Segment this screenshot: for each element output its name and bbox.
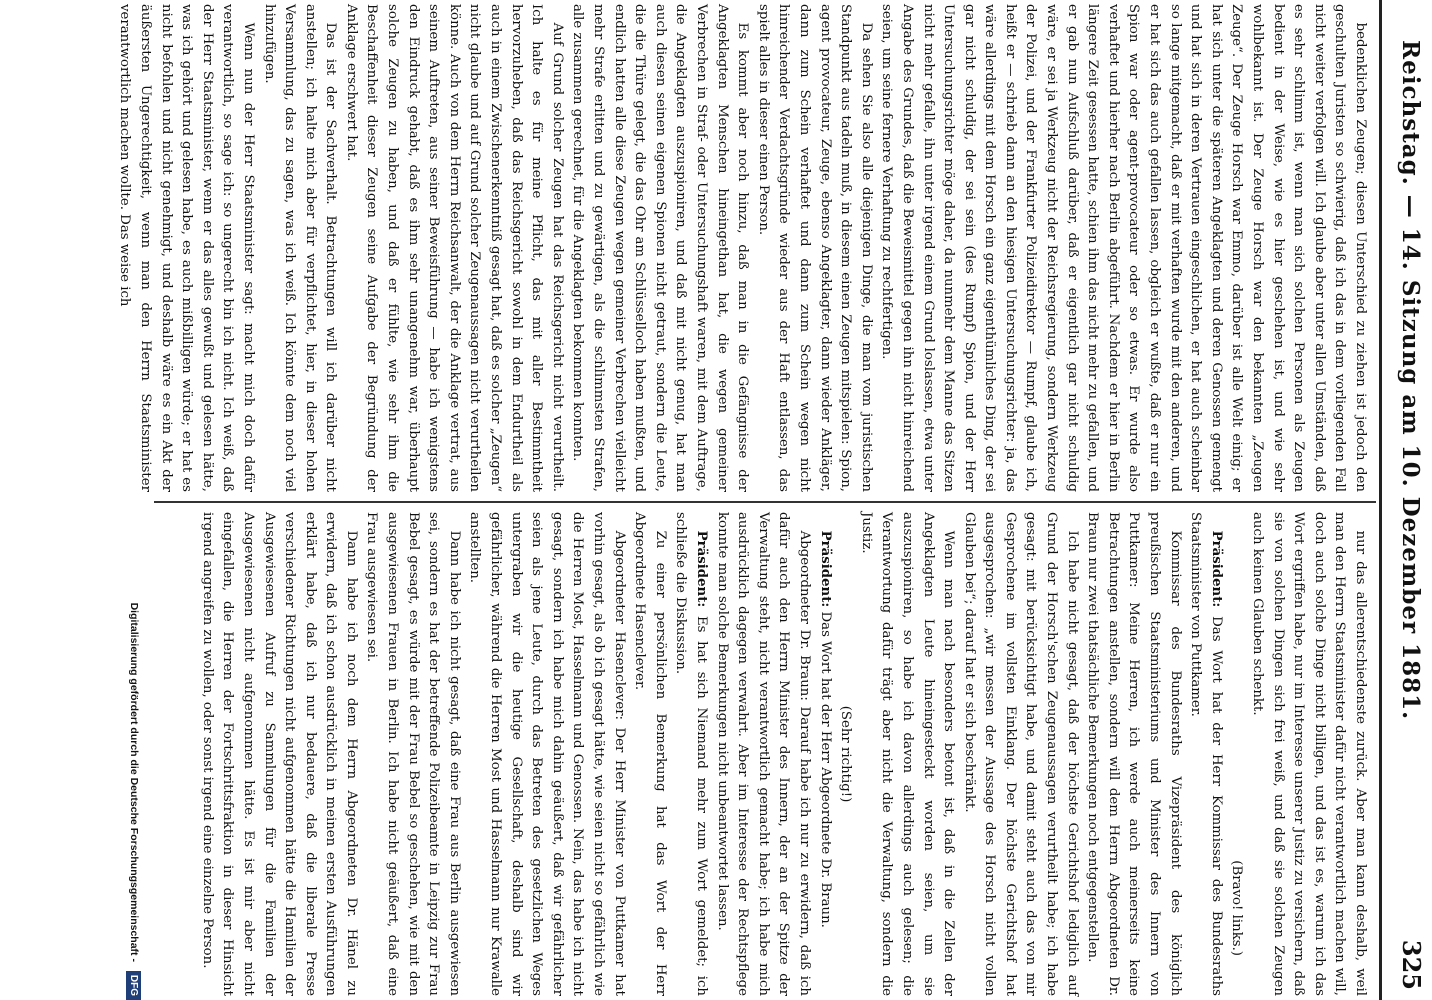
right-column xyxy=(160,512,1370,996)
paragraph xyxy=(464,512,629,996)
paragraph: Da sehen Sie also alle diejenigen Dinge, die man vom juristischen Standpunkt aus tadeln muß, in diesem einen Zeugen mitspielen: Spion, agent provocateur, Zeuge, ebenso Angeklagter, dann wieder Ankläger, dann zum Schein verhaftet und dann zum Schein wegen nicht hinreichender Verdachtsgründe wieder aus der Haft entlassen, das spielt alles in dieser einen Person. xyxy=(755,4,874,492)
paragraph xyxy=(835,512,856,996)
paragraph xyxy=(958,512,1082,996)
paragraph: bedenklichen Zeugen; diesen Unterschied zu ziehen ist jedoch den geschulten Juristen so schwierig, daß ich das in dem vorliegenden Fall nicht weiter verfolgen will. Ich glaube aber unter allen Umständen, daß es sehr schlimm ist, wenn man sich solchen Personen als Zeugen bedient in der Weise, wie es hier geschehen ist, und wie sehr wohlbekannt ist. Der Zeuge Horsch war den bekannten „Zeugen Zeuge“. Der Zeuge Horsch war Emmo, darüber ist alle Welt einig; er hat sich unter die späteren Angeklagten und deren Genossen gemengt und hat sich in deren Vertrauen eingeschlichen, er hat auch scheinbar so lange mitgemacht, daß er mit verhaften wurde mit den anderen, und er hat sich das auch gefallen lassen, obgleich er wußte, daß er nur ein Spion war oder agent-provocateur oder so etwas. Er wurde also verhaftet und hierher nach Berlin abgeführt. Nachdem er hier in Berlin längere Zeit gesessen hatte, schien ihm das nicht mehr zu gefallen, und er gab nun Aufschluß darüber, daß er eigentlich gar nicht schuldig wäre, er sei ja Werkzeug nicht der Reichsregierung, sondern Werkzeug der Polizei, und der Frankfurter Polizeidirektor — Rumpf, glaube ich, heißt er — schrieb dann an den hiesigen Untersuchungsrichter: ja, das wäre allerdings mit dem Horsch ein ganz eigenthümliches Ding, der sei gar nicht schuldig, der sei sein (des Rumpf) Spion, und der Herr Untersuchungsrichter möge daher, da nunmehr dem Manne das Sitzen nicht mehr gefalle, ihn unter irgend einem Grund loslassen, etwa unter Angabe des Grundes, daß die Beweismittel gegen ihn nicht hinreichend seien, um seine fernere Verhaftung zu rechtfertigen. xyxy=(879,4,1368,492)
paragraph xyxy=(1082,512,1185,996)
paragraph xyxy=(196,512,361,996)
paragraph xyxy=(1185,512,1226,996)
paragraph xyxy=(1246,512,1370,996)
paragraph: Wenn nun der Herr Staatsminister sagt: macht mich doch dafür verantwortlich, so sage ich: so ungerecht bin ich nicht. Ich weiß, daß der Herr Staatsminister, wenn er das alles gewußt und gelesen hätte, was ich gehört und gelesen habe, es auch mißbilligen würde; er hat es nicht befohlen und nicht genehmigt, und deshalb wäre es ein Akt der äußersten Ungerechtigkeit, wenn man den Herrn Staatsminister verantwortlich machen wollte. Das weise ich xyxy=(117,4,256,492)
digitization-footer xyxy=(120,0,148,1000)
paragraph xyxy=(855,512,958,996)
header-rule xyxy=(1379,0,1382,1000)
footer-credit: Digitalisierung gefördert durch die Deutsche Forschungsgemeinschaft - xyxy=(128,602,140,962)
paragraph-text: Dann habe ich nicht gesagt, daß eine Frau aus Berlin ausgewiesen sei, sondern es hat der betreffende Polizeibeamte in Leipzig zur Frau Bebel gesagt, es würde mit der Frau Bebel so geschehen, wie mit den ausgewiesenen Frauen in Berlin. Ich habe nicht geäußert, daß eine Frau ausgewiesen sei. xyxy=(364,512,462,996)
paragraph: Auf Grund solcher Zeugen hat das Reichsgericht nicht verurtheilt. Ich halte es für meine Pflicht, das mit aller Bestimmtheit hervorzuheben, daß das Reichsgericht sowohl in dem Endurtheil als auch in einem Zwischenerkenntniß gesagt hat, daß es solcher „Zeugen“ nicht glaube und auf Grund solcher Zeugenaussagen nicht verurtheilen könne. Auch von dem Herrn Reichsanwalt, der die Anklage vertrat, aus seinem Auftreten, aus seiner Beweisführung — habe ich wenigstens den Eindruck gehabt, daß es ihm sehr unangenehm war, überhaupt solche Zeugen zu haben, und daß er fühlte, wie sehr ihm die Beschaffenheit dieser Zeugen seine Aufgabe der Begründung der Anklage erschwert hat. xyxy=(343,4,565,492)
paragraph-text: (Sehr richtig!) xyxy=(838,705,854,803)
page-header xyxy=(1382,0,1432,1000)
paragraph-text: Ich habe nicht gesagt, daß der höchste Gerichtshof lediglich auf Grund der Horsch'schen Zeugenaussagen verurtheilt habe; ich habe gesagt: mit berücksichtigt habe, und damit steht auch das von mir Gesprochene im vollsten Einklang. Der höchste Gerichtshof hat ausgesprochen: „wir messen der Aussage des Horsch nicht vollen Glauben bei“; darauf hat er sich beschränkt. xyxy=(961,512,1080,996)
paragraph-text: Abgeordneter Dr. Braun: Darauf habe ich nur zu erwidern, daß ich dafür auch den Herrn Minister des Innern, der an der Spitze der Verwaltung steht, nicht verantwortlich gemacht habe; ich habe mich ausdrücklich dagegen verwahrt. Aber im Interesse der Rechtspflege konnte man solche Bemerkungen nicht unbeantwortet lassen. xyxy=(714,512,812,996)
speaker-label: Präsident: xyxy=(817,530,833,608)
column-divider xyxy=(154,501,1376,503)
paragraph xyxy=(629,512,670,996)
paragraph xyxy=(1226,512,1247,996)
paragraph-text: Wenn man nach besonders betont ist, daß in die Zellen der Angeklagten Leute hineingesteckt worden seien, um sie auszuspioniren, so habe ich davon allerdings auch gelesen; die Verantwortung dafür trägt aber nicht die Verwaltung, sondern die Justiz. xyxy=(858,512,957,996)
header-title: Reichstag. — 14. Sitzung am 10. Dezember 1881. xyxy=(1397,40,1424,721)
paragraph-text: Dann habe ich noch dem Herrn Abgeordneten Dr. Hänel zu erwidern, daß ich schon ausdrücklich in meinen ersten Ausführungen erklärt habe, daß ich nur bedauere, daß die liberale Presse verschiedener Richtungen nicht aufgenommen hätte die Hamilien der Ausgewiesenen Aufruf zu Sammlungen für die Familien der Ausgewiesenen nicht aufgenommen hätte. Es ist mir aber nicht eingefallen, die Herren der Fortschrittsfraktion in dieser Hinsicht irgend angreifen zu wollen, oder sonst irgend eine einzelne Person. xyxy=(199,512,359,996)
paragraph-text: Es hat sich Niemand mehr zum Wort gemeldet; ich schließe die Diskussion. xyxy=(673,512,709,996)
paragraph-text: Das Wort hat der Herr Abgeordnete Dr. Braun. xyxy=(817,611,833,928)
page-number: 325 xyxy=(1397,939,1426,990)
paragraph: Es kommt aber noch hinzu, daß man in die Gefängnisse der Angeklagten Menschen hineingethan hat, die wegen gemeiner Verbrechen in Straf- oder Untersuchungshaft waren, mit dem Auftrage, die Angeklagten auszuspioniren, und daß mit nicht genug, hat man auch diesen seinen eigenen Spionen nicht getraut, sondern die Leute, die die Thüre gelegt, die das Ohr am Schlüsselloch haben mußten, und endlich hatten alle diese Zeugen wegen gemeiner Verbrechen vielleicht mehr Strafe erlitten und zu gewärtigen, als die schlimmsten Strafen, alle zusammen gerechnet, für die Angeklagten bekommen konnten. xyxy=(570,4,751,492)
left-column xyxy=(117,4,1370,492)
paragraph-text: Abgeordneter Hasenclever: Der Herr Minister von Puttkamer hat vorhin gesagt, als ob ich gesagt hätte, wie seien nicht so gefährlich wie die Herren Most, Hasselmann und Genossen. Nein, das habe ich nicht gesagt, sondern ich habe mich dahin geäußert, daß wir gefährlicher seien als jene Leute, durch das Betreten des gesetzlichen Weges untergraben wir die heutige Gesellschaft, deshalb sind wir gefährlicher, während die Herren Most und Hasselmann nur Krawalle anstellten. xyxy=(467,512,627,996)
paragraph-text: Zu einer persönlichen Bemerkung hat das Wort der Herr Abgeordnete Hasenclever. xyxy=(632,512,668,996)
paragraph xyxy=(361,512,464,996)
paragraph: Das ist der Sachverhalt. Betrachtungen will ich darüber nicht anstellen; ich halte mich aber für verpflichtet, hier, in dieser hohen Versammlung, das zu sagen, was ich weiß. Ich könnte dem noch viel hinzufügen. xyxy=(261,4,339,492)
paragraph xyxy=(814,512,835,996)
paragraph-text: Kommissar des Bundesraths Vizepräsident des königlich preußischen Staatsministeriums und Minister des Innern von Puttkamer: Meine Herren, ich werde auch meinerseits keine Betrachtungen anstellen, sondern will dem Herrn Abgeordneten Dr. Braun nur zwei thatsächliche Bemerkungen noch entgegenstellen. xyxy=(1085,512,1183,996)
paragraph-text: (Bravo! links.) xyxy=(1229,860,1245,956)
paragraph-text: Das Wort hat der Herr Kommissar des Bundesraths Staatsminister von Puttkamer. xyxy=(1188,512,1224,996)
dfg-logo: DFG xyxy=(126,971,141,1000)
speaker-label: Präsident: xyxy=(694,530,709,608)
paragraph xyxy=(711,512,814,996)
paragraph xyxy=(670,512,711,996)
speaker-label: Präsident: xyxy=(1208,530,1224,608)
paragraph-text: nur das allerentschiedenste zurück. Aber man kann deshalb, weil man den Herrn Staatsminister dafür nicht verantwortlich machen will, doch auch solche Dinge nicht billigen, und das ist es, warum ich das Wort ergriffen habe, nur im Interesse unserer Justiz zu versichern, daß sie von solchen Dingen sich frei weiß, und daß sie solchen Zeugen auch keinen Glauben schenkt. xyxy=(1250,512,1368,996)
